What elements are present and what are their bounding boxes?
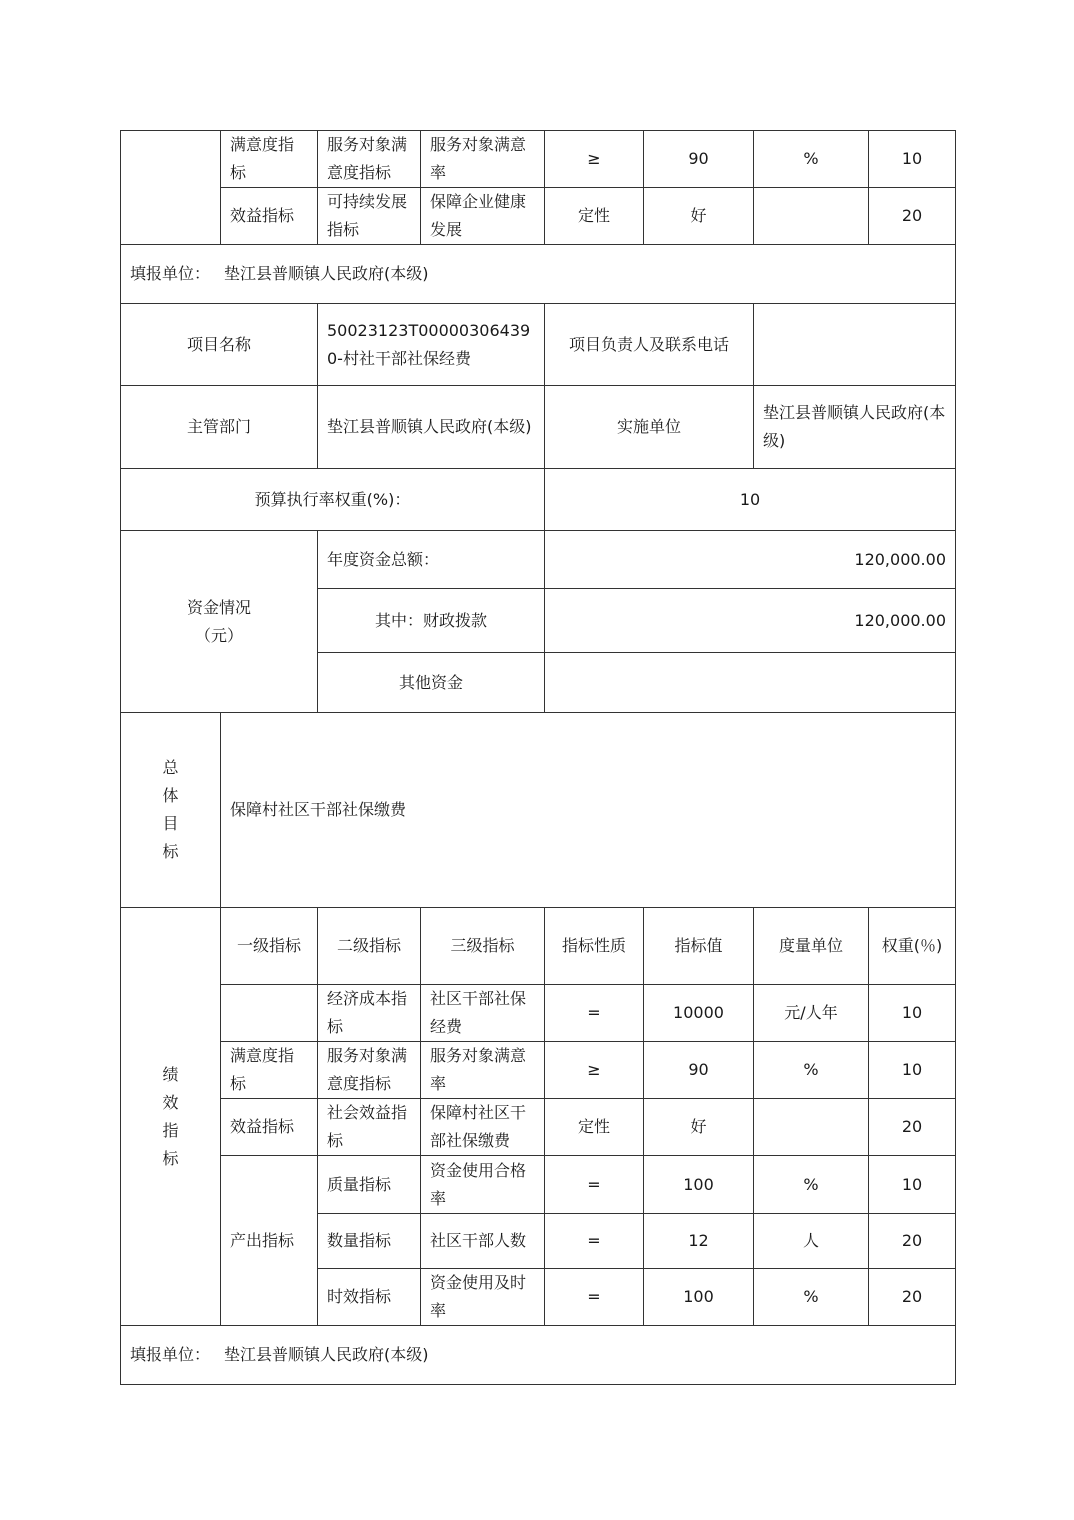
level2-cell: 服务对象满意度指标 [318, 1042, 421, 1099]
weight-cell: 20 [869, 1214, 956, 1269]
nature-cell: = [545, 1214, 644, 1269]
value-cell: 好 [644, 1099, 754, 1156]
project-manager-label: 项目负责人及联系电话 [545, 304, 754, 386]
unit-cell: 元/人年 [754, 985, 869, 1042]
goal-label-char: 目 [162, 814, 179, 833]
table-row [121, 985, 956, 1042]
funds-label: 资金情况 [186, 597, 251, 617]
funds-other-value [545, 653, 956, 713]
fill-unit-label: 填报单位： [130, 264, 211, 283]
table-row [121, 188, 956, 245]
level2-cell: 服务对象满意度指标 [318, 131, 421, 188]
footer-fill-unit-label: 填报单位： [130, 1345, 211, 1364]
funds-fiscal-value: 120,000.00 [545, 589, 956, 653]
project-manager-value [754, 304, 956, 386]
funds-other-label: 其他资金 [318, 653, 545, 713]
table-row [121, 1042, 956, 1099]
project-name-value: 50023123T000003064390-村社干部社保经费 [318, 304, 545, 386]
funds-total-row [121, 531, 956, 589]
budget-rate-value: 10 [545, 469, 956, 531]
nature-cell: 定性 [545, 188, 644, 245]
unit-cell [754, 1099, 869, 1156]
unit-cell: % [754, 1042, 869, 1099]
nature-cell: = [545, 1156, 644, 1214]
weight-cell: 20 [869, 1269, 956, 1326]
table-row [121, 1099, 956, 1156]
funds-total-label: 年度资金总额： [318, 531, 545, 589]
value-cell: 12 [644, 1214, 754, 1269]
fill-unit-value: 垫江县普顺镇人民政府(本级) [224, 264, 429, 283]
level1-cell: 效益指标 [221, 1099, 318, 1156]
unit-cell: % [754, 1269, 869, 1326]
level3-cell: 服务对象满意率 [421, 1042, 545, 1099]
footer-fill-unit-cell [121, 1326, 956, 1385]
perf-label-char: 指 [162, 1120, 179, 1140]
weight-cell: 10 [869, 985, 956, 1042]
funds-unit: （元） [194, 625, 243, 645]
level2-cell: 时效指标 [318, 1269, 421, 1326]
funds-fiscal-label: 其中：财政拨款 [318, 589, 545, 653]
perf-label-char: 效 [162, 1092, 179, 1112]
header-weight: 权重(％) [869, 908, 956, 985]
header-level1: 一级指标 [221, 908, 318, 985]
goal-label-char: 总 [162, 758, 179, 777]
level3-cell: 社区干部人数 [421, 1214, 545, 1269]
header-level2: 二级指标 [318, 908, 421, 985]
value-cell: 好 [644, 188, 754, 245]
footer-fill-unit-row [121, 1326, 956, 1385]
value-cell: 100 [644, 1269, 754, 1326]
goal-label-char: 体 [162, 786, 179, 805]
funds-total-value: 120,000.00 [545, 531, 956, 589]
impl-unit-value: 垫江县普顺镇人民政府(本级) [754, 386, 956, 469]
blank-cell [121, 131, 221, 245]
nature-cell: ≥ [545, 131, 644, 188]
header-unit: 度量单位 [754, 908, 869, 985]
value-cell: 90 [644, 1042, 754, 1099]
budget-rate-row [121, 469, 956, 531]
level3-cell: 社区干部社保经费 [421, 985, 545, 1042]
table-row [121, 131, 956, 188]
perf-label-char: 标 [162, 1148, 179, 1168]
project-name-row [121, 304, 956, 386]
perf-label-char: 绩 [162, 1064, 179, 1084]
dept-row [121, 386, 956, 469]
value-cell: 100 [644, 1156, 754, 1214]
goal-text: 保障村社区干部社保缴费 [221, 713, 956, 908]
header-level3: 三级指标 [421, 908, 545, 985]
dept-value: 垫江县普顺镇人民政府(本级) [318, 386, 545, 469]
weight-cell: 10 [869, 1042, 956, 1099]
level2-cell: 数量指标 [318, 1214, 421, 1269]
header-nature: 指标性质 [545, 908, 644, 985]
perf-label [121, 908, 221, 1326]
unit-cell: % [754, 1156, 869, 1214]
goal-label-char: 标 [162, 842, 179, 861]
level1-cell: 满意度指标 [221, 131, 318, 188]
unit-cell [754, 188, 869, 245]
level3-cell: 保障企业健康发展 [421, 188, 545, 245]
nature-cell: ≥ [545, 1042, 644, 1099]
funds-label-cell [121, 531, 318, 713]
level3-cell: 保障村社区干部社保缴费 [421, 1099, 545, 1156]
level2-cell: 质量指标 [318, 1156, 421, 1214]
level1-cell: 产出指标 [221, 1156, 318, 1326]
header-value: 指标值 [644, 908, 754, 985]
nature-cell: = [545, 985, 644, 1042]
nature-cell: 定性 [545, 1099, 644, 1156]
nature-cell: = [545, 1269, 644, 1326]
unit-cell: % [754, 131, 869, 188]
performance-table [120, 130, 956, 1385]
table-row [121, 1156, 956, 1214]
unit-cell: 人 [754, 1214, 869, 1269]
perf-header-row [121, 908, 956, 985]
fill-unit-cell [121, 245, 956, 304]
value-cell: 90 [644, 131, 754, 188]
dept-label: 主管部门 [121, 386, 318, 469]
level1-cell: 满意度指标 [221, 1042, 318, 1099]
goal-row [121, 713, 956, 908]
level2-cell: 经济成本指标 [318, 985, 421, 1042]
project-name-label: 项目名称 [121, 304, 318, 386]
level2-cell: 可持续发展指标 [318, 188, 421, 245]
goal-label [121, 713, 221, 908]
weight-cell: 10 [869, 131, 956, 188]
value-cell: 10000 [644, 985, 754, 1042]
impl-unit-label: 实施单位 [545, 386, 754, 469]
level3-cell: 资金使用及时率 [421, 1269, 545, 1326]
weight-cell: 20 [869, 1099, 956, 1156]
level1-cell [221, 985, 318, 1042]
level3-cell: 服务对象满意率 [421, 131, 545, 188]
level2-cell: 社会效益指标 [318, 1099, 421, 1156]
weight-cell: 10 [869, 1156, 956, 1214]
fill-unit-row [121, 245, 956, 304]
weight-cell: 20 [869, 188, 956, 245]
level1-cell: 效益指标 [221, 188, 318, 245]
budget-rate-label: 预算执行率权重(%)： [121, 469, 545, 531]
footer-fill-unit-value: 垫江县普顺镇人民政府(本级) [224, 1345, 429, 1364]
level3-cell: 资金使用合格率 [421, 1156, 545, 1214]
